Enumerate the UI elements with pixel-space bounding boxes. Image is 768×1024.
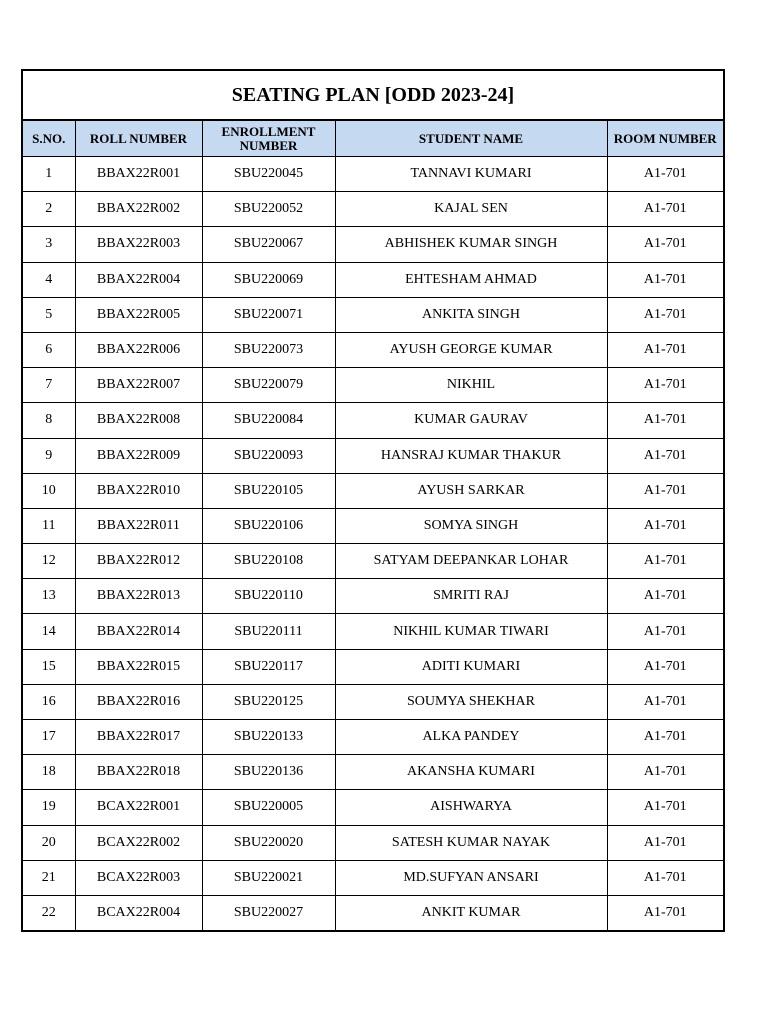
table-header-row: [23, 121, 723, 157]
cell-enrollment-number: SBU220110: [202, 579, 335, 614]
cell-sno: 20: [23, 825, 75, 860]
cell-student-name: NIKHIL KUMAR TIWARI: [335, 614, 607, 649]
cell-roll-number: BBAX22R008: [75, 403, 202, 438]
cell-enrollment-number: SBU220069: [202, 262, 335, 297]
table-row: [23, 227, 723, 262]
cell-room-number: A1-701: [607, 790, 723, 825]
table-row: [23, 508, 723, 543]
cell-student-name: AKANSHA KUMARI: [335, 755, 607, 790]
cell-sno: 2: [23, 192, 75, 227]
cell-enrollment-number: SBU220117: [202, 649, 335, 684]
cell-student-name: SMRITI RAJ: [335, 579, 607, 614]
cell-sno: 21: [23, 860, 75, 895]
table-row: [23, 297, 723, 332]
cell-roll-number: BBAX22R009: [75, 438, 202, 473]
cell-roll-number: BBAX22R012: [75, 544, 202, 579]
cell-sno: 17: [23, 720, 75, 755]
table-row: [23, 544, 723, 579]
cell-sno: 16: [23, 684, 75, 719]
cell-student-name: AYUSH GEORGE KUMAR: [335, 332, 607, 367]
cell-roll-number: BBAX22R013: [75, 579, 202, 614]
cell-student-name: SATYAM DEEPANKAR LOHAR: [335, 544, 607, 579]
cell-sno: 11: [23, 508, 75, 543]
cell-roll-number: BCAX22R003: [75, 860, 202, 895]
cell-enrollment-number: SBU220111: [202, 614, 335, 649]
cell-room-number: A1-701: [607, 649, 723, 684]
cell-room-number: A1-701: [607, 544, 723, 579]
table-row: [23, 438, 723, 473]
cell-student-name: ANKIT KUMAR: [335, 895, 607, 930]
cell-sno: 18: [23, 755, 75, 790]
cell-enrollment-number: SBU220052: [202, 192, 335, 227]
cell-student-name: KAJAL SEN: [335, 192, 607, 227]
table-body: [23, 157, 723, 931]
table-row: [23, 403, 723, 438]
cell-room-number: A1-701: [607, 227, 723, 262]
cell-roll-number: BBAX22R005: [75, 297, 202, 332]
cell-roll-number: BBAX22R004: [75, 262, 202, 297]
cell-roll-number: BBAX22R015: [75, 649, 202, 684]
cell-student-name: NIKHIL: [335, 368, 607, 403]
cell-sno: 8: [23, 403, 75, 438]
cell-room-number: A1-701: [607, 157, 723, 192]
seating-table: [23, 121, 723, 930]
cell-roll-number: BBAX22R016: [75, 684, 202, 719]
cell-student-name: EHTESHAM AHMAD: [335, 262, 607, 297]
cell-sno: 19: [23, 790, 75, 825]
cell-room-number: A1-701: [607, 825, 723, 860]
cell-enrollment-number: SBU220106: [202, 508, 335, 543]
cell-enrollment-number: SBU220079: [202, 368, 335, 403]
seating-plan-sheet: [21, 69, 725, 932]
cell-room-number: A1-701: [607, 297, 723, 332]
header-student-name: STUDENT NAME: [335, 121, 607, 157]
cell-sno: 15: [23, 649, 75, 684]
cell-enrollment-number: SBU220067: [202, 227, 335, 262]
cell-enrollment-number: SBU220125: [202, 684, 335, 719]
cell-student-name: AYUSH SARKAR: [335, 473, 607, 508]
cell-roll-number: BBAX22R017: [75, 720, 202, 755]
cell-sno: 13: [23, 579, 75, 614]
cell-roll-number: BBAX22R006: [75, 332, 202, 367]
cell-student-name: MD.SUFYAN ANSARI: [335, 860, 607, 895]
cell-enrollment-number: SBU220105: [202, 473, 335, 508]
cell-student-name: SOUMYA SHEKHAR: [335, 684, 607, 719]
header-room-number: ROOM NUMBER: [607, 121, 723, 157]
cell-sno: 3: [23, 227, 75, 262]
cell-student-name: SOMYA SINGH: [335, 508, 607, 543]
cell-sno: 10: [23, 473, 75, 508]
cell-roll-number: BBAX22R018: [75, 755, 202, 790]
header-sno: S.NO.: [23, 121, 75, 157]
cell-enrollment-number: SBU220020: [202, 825, 335, 860]
cell-student-name: ALKA PANDEY: [335, 720, 607, 755]
cell-roll-number: BBAX22R003: [75, 227, 202, 262]
table-row: [23, 157, 723, 192]
cell-roll-number: BBAX22R002: [75, 192, 202, 227]
cell-enrollment-number: SBU220084: [202, 403, 335, 438]
cell-roll-number: BBAX22R001: [75, 157, 202, 192]
table-row: [23, 262, 723, 297]
cell-student-name: AISHWARYA: [335, 790, 607, 825]
cell-enrollment-number: SBU220027: [202, 895, 335, 930]
cell-sno: 1: [23, 157, 75, 192]
table-row: [23, 684, 723, 719]
cell-enrollment-number: SBU220045: [202, 157, 335, 192]
cell-room-number: A1-701: [607, 579, 723, 614]
table-row: [23, 860, 723, 895]
cell-sno: 22: [23, 895, 75, 930]
cell-room-number: A1-701: [607, 192, 723, 227]
page-title: SEATING PLAN [ODD 2023-24]: [23, 71, 723, 121]
cell-room-number: A1-701: [607, 755, 723, 790]
cell-sno: 4: [23, 262, 75, 297]
cell-roll-number: BCAX22R001: [75, 790, 202, 825]
cell-enrollment-number: SBU220021: [202, 860, 335, 895]
cell-room-number: A1-701: [607, 860, 723, 895]
cell-enrollment-number: SBU220005: [202, 790, 335, 825]
cell-room-number: A1-701: [607, 508, 723, 543]
table-row: [23, 332, 723, 367]
table-row: [23, 825, 723, 860]
cell-room-number: A1-701: [607, 473, 723, 508]
table-row: [23, 368, 723, 403]
cell-sno: 14: [23, 614, 75, 649]
cell-sno: 7: [23, 368, 75, 403]
cell-room-number: A1-701: [607, 368, 723, 403]
table-row: [23, 649, 723, 684]
cell-enrollment-number: SBU220093: [202, 438, 335, 473]
cell-student-name: ABHISHEK KUMAR SINGH: [335, 227, 607, 262]
cell-room-number: A1-701: [607, 614, 723, 649]
cell-student-name: KUMAR GAURAV: [335, 403, 607, 438]
header-enrollment-number: ENROLLMENT NUMBER: [202, 121, 335, 157]
cell-sno: 5: [23, 297, 75, 332]
cell-enrollment-number: SBU220133: [202, 720, 335, 755]
cell-roll-number: BBAX22R010: [75, 473, 202, 508]
cell-room-number: A1-701: [607, 403, 723, 438]
cell-student-name: ANKITA SINGH: [335, 297, 607, 332]
cell-room-number: A1-701: [607, 332, 723, 367]
cell-sno: 9: [23, 438, 75, 473]
header-roll-number: ROLL NUMBER: [75, 121, 202, 157]
cell-student-name: TANNAVI KUMARI: [335, 157, 607, 192]
cell-sno: 6: [23, 332, 75, 367]
table-row: [23, 579, 723, 614]
cell-room-number: A1-701: [607, 720, 723, 755]
cell-enrollment-number: SBU220071: [202, 297, 335, 332]
cell-room-number: A1-701: [607, 438, 723, 473]
table-row: [23, 790, 723, 825]
table-row: [23, 895, 723, 930]
cell-roll-number: BBAX22R014: [75, 614, 202, 649]
cell-room-number: A1-701: [607, 895, 723, 930]
cell-roll-number: BBAX22R011: [75, 508, 202, 543]
cell-student-name: HANSRAJ KUMAR THAKUR: [335, 438, 607, 473]
cell-student-name: ADITI KUMARI: [335, 649, 607, 684]
cell-room-number: A1-701: [607, 262, 723, 297]
table-row: [23, 720, 723, 755]
table-row: [23, 192, 723, 227]
table-row: [23, 755, 723, 790]
cell-roll-number: BBAX22R007: [75, 368, 202, 403]
cell-enrollment-number: SBU220136: [202, 755, 335, 790]
cell-roll-number: BCAX22R002: [75, 825, 202, 860]
cell-enrollment-number: SBU220073: [202, 332, 335, 367]
cell-enrollment-number: SBU220108: [202, 544, 335, 579]
cell-student-name: SATESH KUMAR NAYAK: [335, 825, 607, 860]
table-row: [23, 614, 723, 649]
cell-roll-number: BCAX22R004: [75, 895, 202, 930]
table-row: [23, 473, 723, 508]
cell-room-number: A1-701: [607, 684, 723, 719]
cell-sno: 12: [23, 544, 75, 579]
